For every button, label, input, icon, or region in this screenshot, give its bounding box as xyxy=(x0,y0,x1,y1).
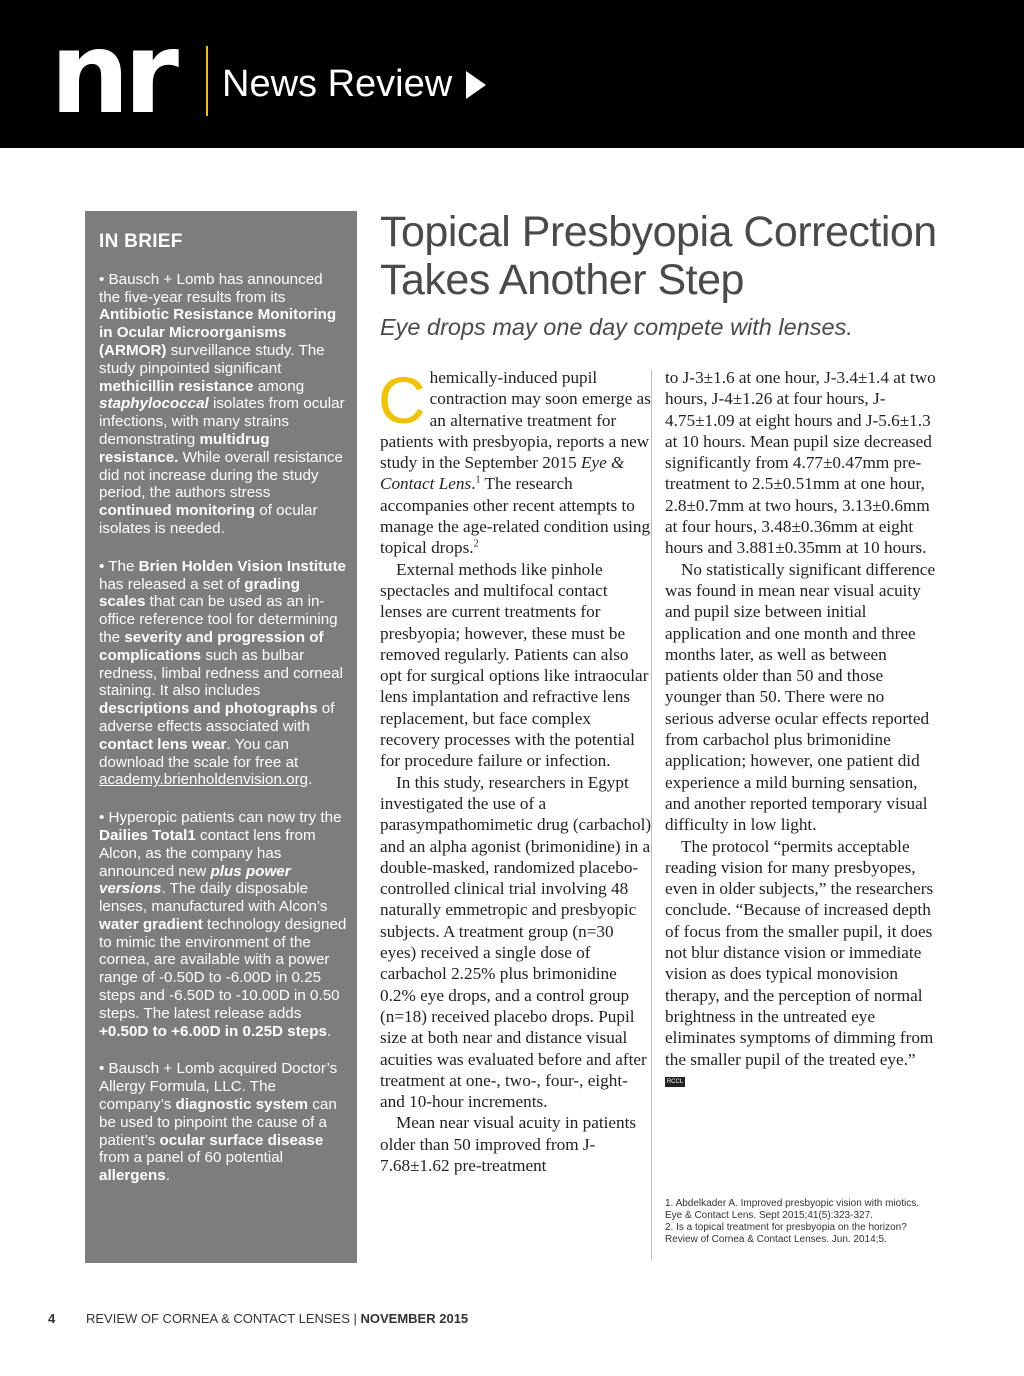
article-column-1 xyxy=(378,363,652,1176)
brief-text: among xyxy=(253,377,305,395)
brief-highlight: +0.50D to +6.00D in 0.25D steps xyxy=(99,1022,327,1040)
issue-date: NOVEMBER 2015 xyxy=(360,1311,469,1326)
article-paragraph: External methods like pinhole spectacles and multifocal contact lenses are current treatments for presbyopia; however, these must be removed regularly. Patients can also opt for surgical options like intraocular lens implantation and refractive lens replacement, but face complex recovery processes with the potential for procedure failure or infection. xyxy=(380,559,649,771)
reference-item: 2. Is a topical treatment for presbyopia on the horizon? Review of Cornea & Contact Lenses. Jun. 2014;5. xyxy=(665,1222,907,1245)
brief-highlight: severity and progression of complications xyxy=(99,628,324,664)
brief-text: . You can download the scale for free at xyxy=(99,735,299,771)
brief-text: . xyxy=(308,771,313,789)
brief-highlight: allergens xyxy=(99,1167,166,1185)
page-number: 4 xyxy=(48,1311,56,1326)
brief-text: . The daily disposable lenses, manufactured with Alcon’s xyxy=(99,880,328,916)
brief-text: . xyxy=(326,1022,332,1040)
brief-highlight: Dailies Total1 xyxy=(99,826,196,844)
brief-text: contact lens from Alcon, as the company has announced new xyxy=(99,826,316,880)
brief-text: of adverse effects associated with xyxy=(99,700,335,735)
page-footer xyxy=(48,1311,468,1327)
brief-text: • Bausch + Lomb acquired Doctor’s Allergy Formula, LLC. The company’s xyxy=(99,1060,338,1114)
brief-item-armor xyxy=(99,271,347,538)
brief-text: such as bulbar redness, limbal redness and corneal staining. It also includes xyxy=(99,646,343,700)
article-subtitle: Eye drops may one day compete with lenses. xyxy=(380,314,853,340)
in-brief-heading: IN BRIEF xyxy=(99,231,183,252)
logo-divider xyxy=(206,46,208,116)
brief-text: has released a set of xyxy=(99,575,245,593)
references xyxy=(665,1198,937,1246)
nr-logo: nr xyxy=(50,9,173,139)
brief-item-allergy-formula xyxy=(99,1060,347,1185)
brief-text: surveillance study. The study pinpointed significant xyxy=(99,341,325,377)
brief-text: isolates from ocular infections, with many strains demonstrating xyxy=(99,395,345,448)
in-brief-sidebar xyxy=(85,211,357,1263)
brief-item-dailies-total1 xyxy=(99,809,347,1040)
rccl-end-mark-icon: RCCL xyxy=(666,1078,684,1085)
brief-highlight: diagnostic system xyxy=(175,1096,309,1114)
citation-marker: 1 xyxy=(475,474,481,486)
article-paragraph: Mean near visual acuity in patients older than 50 improved from J-7.68±1.62 pre-treatment xyxy=(380,1113,637,1175)
journal-name: Eye & Contact Lens xyxy=(380,453,625,494)
play-triangle-icon xyxy=(466,71,486,99)
citation-marker: 2 xyxy=(473,538,479,550)
brief-highlight: plus power versions xyxy=(99,862,291,898)
reference-item: 1. Abdelkader A. Improved presbyopic vision with miotics. Eye & Contact Lens. Sept 2015;41(5):323-327. xyxy=(665,1198,920,1221)
brief-text: technology designed to mimic the environment of the cornea, are available with a power range of -0.50D to -6.00D in 0.25 steps and -6.50D to -10.00D in 0.50 steps. The latest release adds xyxy=(99,915,347,1022)
brief-highlight: grading scales xyxy=(99,575,300,611)
brief-highlight: Antibiotic Resistance Monitoring in Ocular Microorganisms (ARMOR) xyxy=(99,306,337,359)
paragraph-text: . xyxy=(471,474,476,494)
section-title: News Review xyxy=(222,63,453,105)
brief-highlight: staphylococcal xyxy=(99,395,209,413)
brief-highlight: multidrug resistance. xyxy=(99,430,270,466)
brief-text: can be used to pinpoint the cause of a patient’s xyxy=(99,1096,337,1149)
brief-text: that can be used as an in-office reference tool for determining the xyxy=(99,593,338,646)
brief-highlight: Brien Holden Vision Institute xyxy=(138,557,346,575)
brief-text: • Bausch + Lomb has announced the five-year results from its xyxy=(99,270,323,306)
brief-text: . xyxy=(165,1167,170,1185)
article-paragraph: to J-3±1.6 at one hour, J-3.4±1.4 at two hours, J-4±1.26 at four hours, J-4.75±1.09 at eight hours and J-5.6±1.3 at 10 hours. Mean pupil size decreased significantly from 4.77±0.47mm pre-treatment to 2.5±0.51mm at one hour, 2.8±0.7mm at two hours, 3.13±0.6mm at four hours, 3.48±0.36mm at eight hours and 3.881±0.35mm at 10 hours. xyxy=(665,368,936,558)
paragraph-text: The protocol “permits acceptable reading vision for many presbyopes, even in older subjects,” the researchers conclude. “Because of increased depth of focus from the smaller pupil, it does not blur distance vision or immediate vision as does typical monovision therapy, and the perception of normal brightness in the untreated eye eliminates symptoms of dimming from the smaller pupil of the treated eye.” xyxy=(665,836,934,1069)
brien-holden-link[interactable]: academy.brienholdenvision.org xyxy=(99,771,309,789)
paragraph-text: The research accompanies other recent attempts to manage the age-related condition using topical drops. xyxy=(380,474,651,558)
brief-highlight: descriptions and photographs xyxy=(99,700,318,718)
brief-highlight: methicillin resistance xyxy=(99,377,254,395)
brief-item-grading-scales xyxy=(99,558,347,789)
brief-highlight: water gradient xyxy=(99,915,203,933)
brief-text: of ocular isolates is needed. xyxy=(99,502,318,537)
article-paragraph xyxy=(378,363,652,559)
brief-text: • Hyperopic patients can now try the xyxy=(99,809,342,827)
column-divider xyxy=(651,370,652,1260)
brief-text: While overall resistance did not increase during the study period, the authors stress xyxy=(99,448,343,502)
brief-highlight: continued monitoring xyxy=(99,502,256,520)
brief-text: from a panel of 60 potential xyxy=(99,1149,284,1167)
article-title: Topical Presbyopia Correction Takes Another Step xyxy=(380,208,937,304)
publication-name: REVIEW OF CORNEA & CONTACT LENSES | xyxy=(86,1311,361,1326)
article-paragraph: No statistically significant difference was found in mean near visual acuity and pupil size between initial application and one month and three months later, as well as between patients older than 50 and those younger than 50. There were no serious adverse ocular effects reported from carbachol plus brimonidine application; however, one patient did experience a mild burning sensation, and another reported temporary visual difficulty in low light. xyxy=(665,559,936,835)
article-paragraph xyxy=(665,836,937,1092)
brief-highlight: contact lens wear xyxy=(99,735,227,753)
masthead xyxy=(0,0,1024,148)
brief-text: • The xyxy=(99,557,139,575)
article-paragraph: In this study, researchers in Egypt investigated the use of a parasympathomimetic drug (carbachol) and an alpha agonist (brimonidine) in a double-masked, randomized placebo-controlled clinical trial involving 48 naturally emmetropic and presbyopic subjects. A treatment group (n=30 eyes) received a single dose of carbachol 2.25% plus brimonidine 0.2% eye drops, and a control group (n=18) received placebo drops. Pupil size at both near and distance visual acuities was evaluated before and after treatment at one-, two-, four-, eight- and 10-hour increments. xyxy=(380,772,652,1112)
drop-cap: C xyxy=(378,363,426,437)
article-column-2 xyxy=(665,367,937,1091)
brief-highlight: ocular surface disease xyxy=(159,1131,324,1149)
paragraph-text: hemically-induced pupil contraction may soon emerge as an alternative treatment for patients with presbyopia, reports a new study in the September 2015 xyxy=(380,368,651,473)
